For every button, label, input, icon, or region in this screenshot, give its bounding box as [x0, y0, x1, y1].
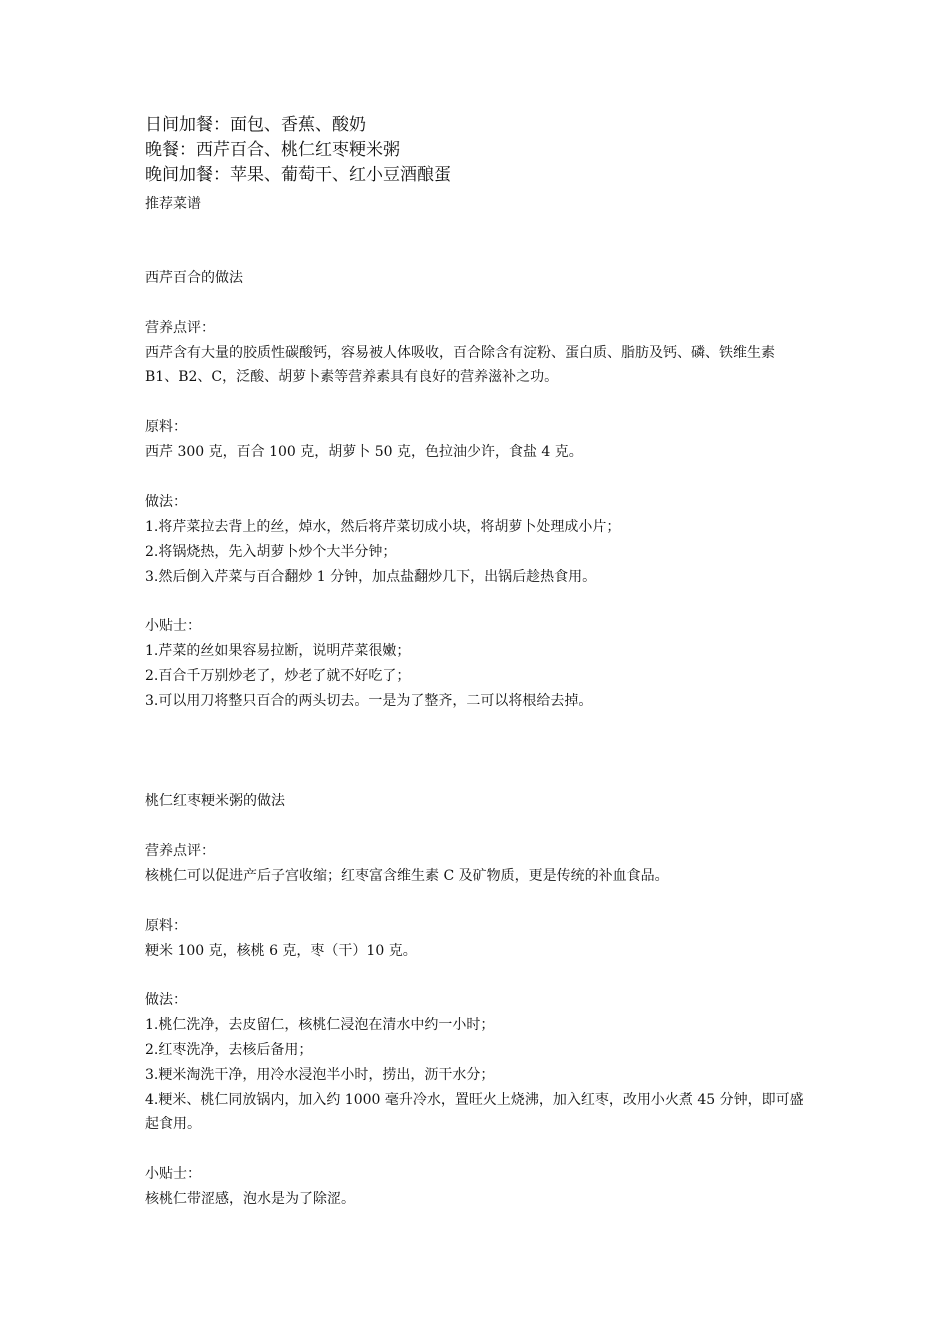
dinner-line: 晚餐：西芹百合、桃仁红枣粳米粥	[145, 140, 400, 160]
tips-label: 小贴士：	[145, 1166, 201, 1182]
recipe-title: 西芹百合的做法	[145, 270, 243, 286]
method-label: 做法：	[145, 992, 187, 1008]
recommended-recipes-heading: 推荐菜谱	[145, 196, 201, 212]
nutrition-text: 核桃仁可以促进产后子宫收缩；红枣富含维生素 C 及矿物质，更是传统的补血食品。	[145, 868, 669, 884]
ingredients-text: 西芹 300 克，百合 100 克，胡萝卜 50 克，色拉油少许，食盐 4 克。	[145, 444, 583, 460]
ingredients-label: 原料：	[145, 918, 187, 934]
tip-item: 3.可以用刀将整只百合的两头切去。一是为了整齐，二可以将根给去掉。	[145, 693, 593, 709]
method-label: 做法：	[145, 494, 187, 510]
meal-plan	[145, 113, 451, 188]
nutrition-label: 营养点评：	[145, 843, 215, 859]
day-snack-line: 日间加餐：面包、香蕉、酸奶	[145, 115, 366, 135]
method-step: 3.然后倒入芹菜与百合翻炒 1 分钟，加点盐翻炒几下，出锅后趁热食用。	[145, 569, 597, 585]
nutrition-text: 西芹含有大量的胶质性碳酸钙，容易被人体吸收，百合除含有淀粉、蛋白质、脂肪及钙、磷、铁维生素 B1、B2、C，泛酸、胡萝卜素等营养素具有良好的营养滋补之功。	[145, 345, 775, 385]
method-step: 4.粳米、桃仁同放锅内，加入约 1000 毫升冷水，置旺火上烧沸，加入红枣，改用小火煮 45 分钟，即可盛起食用。	[145, 1092, 804, 1132]
tip-item: 2.百合千万别炒老了，炒老了就不好吃了；	[145, 668, 411, 684]
method-step: 1.桃仁洗净，去皮留仁，核桃仁浸泡在清水中约一小时；	[145, 1017, 495, 1033]
tips-label: 小贴士：	[145, 618, 201, 634]
method-step: 1.将芹菜拉去背上的丝，焯水，然后将芹菜切成小块，将胡萝卜处理成小片；	[145, 519, 621, 535]
ingredients-text: 粳米 100 克，核桃 6 克，枣（干）10 克。	[145, 943, 417, 959]
method-step: 2.红枣洗净，去核后备用；	[145, 1042, 313, 1058]
ingredients-label: 原料：	[145, 419, 187, 435]
nutrition-label: 营养点评：	[145, 320, 215, 336]
recipe-title: 桃仁红枣粳米粥的做法	[145, 793, 285, 809]
tip-item: 核桃仁带涩感，泡水是为了除涩。	[145, 1191, 355, 1207]
night-snack-line: 晚间加餐：苹果、葡萄干、红小豆酒酿蛋	[145, 165, 451, 185]
tip-item: 1.芹菜的丝如果容易拉断，说明芹菜很嫩；	[145, 643, 411, 659]
method-step: 2.将锅烧热，先入胡萝卜炒个大半分钟；	[145, 544, 397, 560]
method-step: 3.粳米淘洗干净，用冷水浸泡半小时，捞出，沥干水分；	[145, 1067, 495, 1083]
